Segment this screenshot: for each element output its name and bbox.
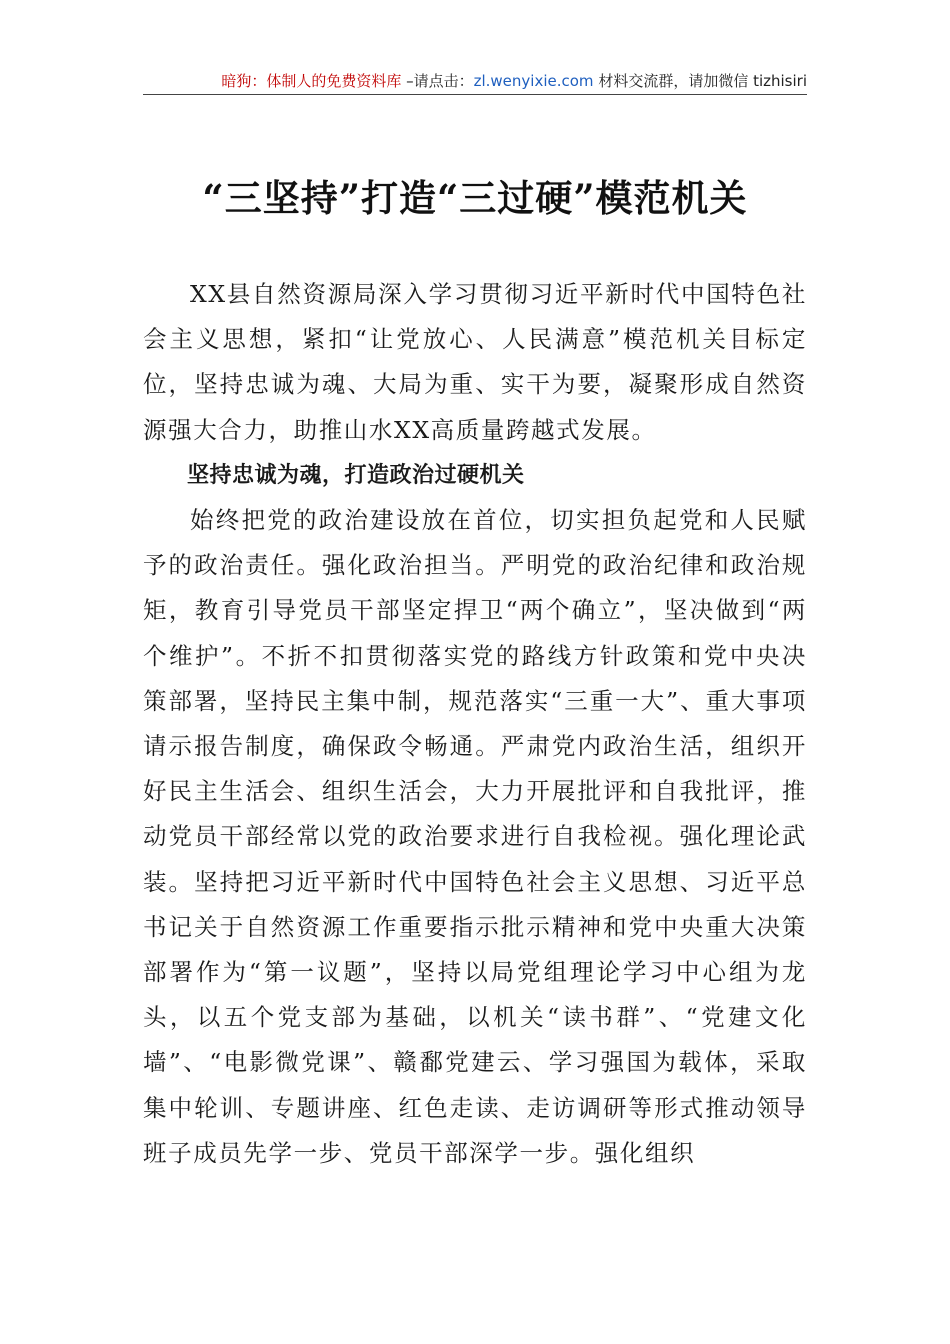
document-title: “三坚持”打造“三过硬”模范机关 [202,176,748,220]
header-link[interactable]: zl.wenyixie.com [473,72,594,90]
header-click-prompt: –请点击： [401,72,474,90]
section-heading: 坚持忠诚为魂，打造政治过硬机关 [187,462,525,488]
page-header [143,68,807,95]
header-wechat-note: 材料交流群，请加微信 tizhisiri [593,72,807,90]
intro-paragraph: XX县自然资源局深入学习贯彻习近平新时代中国特色社会主义思想，紧扣“让党放心、人民满意”模范机关目标定位，坚持忠诚为魂、大局为重、实干为要，凝聚形成自然资源强大合力，助推山水XX高质量跨越式发展。 [143,280,807,444]
header-source-label: 暗狗：体制人的免费资料库 [221,72,402,90]
section-paragraph: 始终把党的政治建设放在首位，切实担负起党和人民赋予的政治责任。强化政治担当。严明党的政治纪律和政治规矩，教育引导党员干部坚定捍卫“两个确立”，坚决做到“两个维护”。不折不扣贯彻落实党的路线方针政策和党中央决策部署，坚持民主集中制，规范落实“三重一大”、重大事项请示报告制度，确保政令畅通。严肃党内政治生活，组织开好民主生活会、组织生活会，大力开展批评和自我批评，推动党员干部经常以党的政治要求进行自我检视。强化理论武装。坚持把习近平新时代中国特色社会主义思想、习近平总书记关于自然资源工作重要指示批示精神和党中央重大决策部署作为“第一议题”，坚持以局党组理论学习中心组为龙头，以五个党支部为基础，以机关“读书群”、“党建文化墙”、“电影微党课”、赣鄱党建云、学习强国为载体，采取集中轮训、专题讲座、红色走读、走访调研等形式推动领导班子成员先学一步、党员干部深学一步。强化组织 [143,506,807,1167]
document-body [143,272,807,1176]
